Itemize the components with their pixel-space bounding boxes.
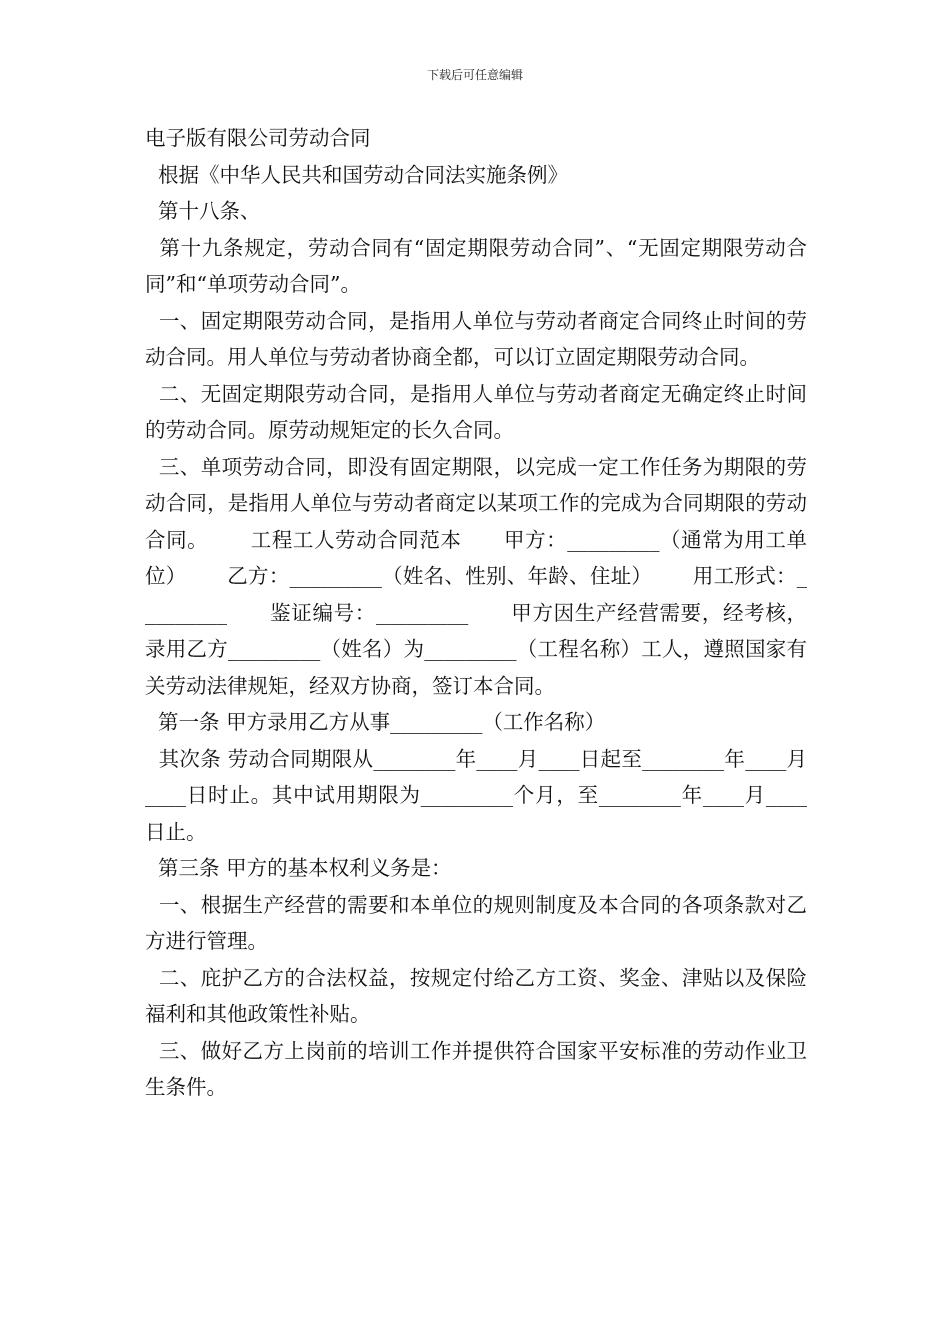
paragraph: 第三条 甲方的基本权利义务是：: [145, 856, 452, 880]
paragraph: 其次条 劳动合同期限从________年____月____日起至________年____月____日时止。其中试用期限为_________个月，至________年____月____日止。: [145, 746, 807, 844]
header-note: 下载后可任意编辑: [426, 68, 523, 82]
paragraph: 第十八条、: [145, 199, 261, 223]
paragraph: 一、固定期限劳动合同，是指用人单位与劳动者商定合同终止时间的劳动合同。用人单位与劳动者协商全都，可以订立固定期限劳动合同。: [145, 308, 807, 369]
document-body: [145, 120, 807, 1106]
paragraph: 根据《中华人民共和国劳动合同法实施条例》: [145, 162, 569, 187]
paragraph: 三、单项劳动合同，即没有固定期限，以完成一定工作任务为期限的劳动合同，是指用人单位与劳动者商定以某项工作的完成为合同期限的劳动合同。 工程工人劳动合同范本 甲方：_________（通常为用工单位） 乙方：_________（姓名、性别、年龄、住址） 用工形式：_________ 鉴证编号：_________ 甲方因生产经营需要，经考核，录用乙方_________（姓名）为_________（工程名称）工人，遵照国家有关劳动法律规矩，经双方协商，签订本合同。: [145, 454, 807, 698]
paragraph: 二、庇护乙方的合法权益，按规定付给乙方工资、奖金、津贴以及保险福利和其他政策性补贴。: [145, 965, 807, 1026]
paragraph: 第十九条规定，劳动合同有“固定期限劳动合同”、“无固定期限劳动合同”和“单项劳动合同”。: [145, 235, 807, 296]
paragraph: 二、无固定期限劳动合同，是指用人单位与劳动者商定无确定终止时间的劳动合同。原劳动规矩定的长久合同。: [145, 381, 807, 442]
paragraph: 第一条 甲方录用乙方从事_________（工作名称）: [145, 710, 606, 734]
paragraph: 三、做好乙方上岗前的培训工作并提供符合国家平安标准的劳动作业卫生条件。: [145, 1038, 807, 1099]
document-title: 电子版有限公司劳动合同: [145, 126, 371, 150]
paragraph: 一、根据生产经营的需要和本单位的规则制度及本合同的各项条款对乙方进行管理。: [145, 892, 807, 953]
